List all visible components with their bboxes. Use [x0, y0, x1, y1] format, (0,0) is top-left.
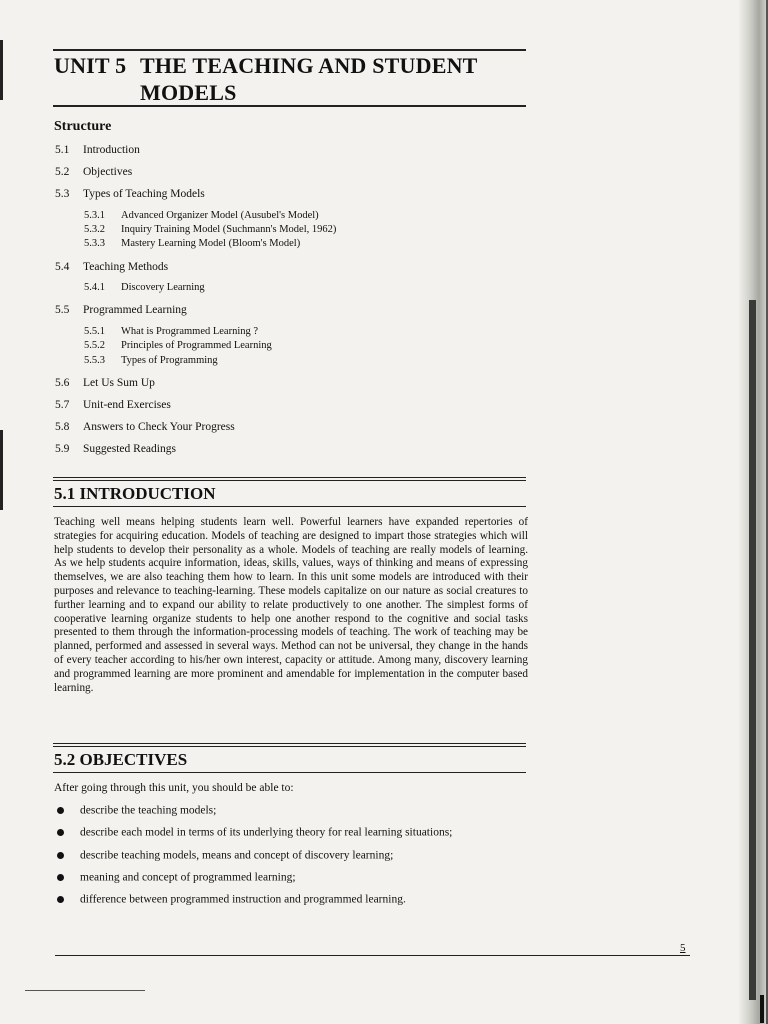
toc-number: 5.5.3	[84, 355, 105, 366]
toc-number: 5.3.3	[84, 238, 105, 249]
toc-number: 5.1	[55, 144, 70, 156]
toc-label: Types of Programming	[121, 355, 218, 366]
objective-item	[54, 893, 406, 905]
title-bottom-rule	[53, 105, 526, 107]
toc-label: Advanced Organizer Model (Ausubel's Model)	[121, 210, 319, 221]
objective-item	[54, 849, 393, 861]
toc-label: Answers to Check Your Progress	[83, 421, 235, 433]
toc-label: Suggested Readings	[83, 443, 176, 455]
toc-number: 5.3.1	[84, 210, 105, 221]
toc-number: 5.5.1	[84, 326, 105, 337]
scan-edge-dark-band	[749, 300, 756, 1000]
toc-number: 5.7	[55, 399, 70, 411]
objective-text: describe teaching models, means and concept of discovery learning;	[80, 849, 394, 862]
objectives-bottom-rule	[53, 772, 526, 773]
scan-left-mark-top	[0, 40, 3, 100]
toc-number: 5.4.1	[84, 282, 105, 293]
objectives-intro: After going through this unit, you should be able to:	[54, 782, 294, 794]
objective-item	[54, 871, 296, 883]
toc-number: 5.3	[55, 188, 70, 200]
introduction-body: Teaching well means helping students learn well. Powerful learners have expanded repertories of strategies for acquiring education. Models of teaching are designed to impart those strategies which will help students to develop their personality as a whole. Models of teaching are really models of learning. As we help students acquire information, ideas, skills, values, ways of thinking and means of expressing themselves, we are also teaching them how to learn. In this unit some models are introduced with their purposes and relevance to teaching-learning. These models capitalize on our nature as social creatures to further learning and to expand our ability to relate productively to one another. The simplest forms of cooperative learning organize students to help one another respond to the cognitive and social tasks presented to them through the information-processing models of teaching. The work of teaching may be planned, performed and assessed in several ways. Method can not be universal, they change in the hands of every teacher according to his/her own interest, capacity or attitude. Among many, discovery learning and programmed learning are more prominent and amendable for implementation in the computer based learning.	[54, 516, 528, 694]
intro-top-rule	[53, 477, 526, 478]
intro-top-rule-2	[53, 480, 526, 481]
objective-text: meaning and concept of programmed learning;	[80, 871, 296, 884]
toc-number: 5.6	[55, 377, 70, 389]
scan-left-mark-middle	[0, 430, 3, 510]
toc-label: What is Programmed Learning ?	[121, 326, 259, 337]
footer-rule	[55, 955, 690, 956]
introduction-heading: 5.1 INTRODUCTION	[54, 484, 216, 503]
bullet-icon	[57, 896, 64, 903]
title-top-rule	[53, 49, 526, 51]
bullet-icon	[57, 874, 64, 881]
toc-label: Let Us Sum Up	[83, 377, 155, 389]
toc-label: Unit-end Exercises	[83, 399, 171, 411]
objective-text: describe the teaching models;	[80, 804, 217, 817]
objectives-top-rule	[53, 743, 526, 744]
toc-label: Programmed Learning	[83, 304, 187, 316]
toc-label: Discovery Learning	[121, 282, 205, 293]
bullet-icon	[57, 807, 64, 814]
bullet-icon	[57, 829, 64, 836]
bullet-icon	[57, 852, 64, 859]
unit-label: UNIT 5	[54, 53, 127, 78]
toc-number: 5.5.2	[84, 340, 105, 351]
page-number: 5	[680, 942, 686, 954]
toc-label: Inquiry Training Model (Suchmann's Model, 1962)	[121, 224, 337, 235]
scan-corner-mark	[760, 995, 764, 1023]
objective-text: difference between programmed instruction and programmed learning.	[80, 893, 406, 906]
toc-label: Teaching Methods	[83, 261, 169, 273]
toc-label: Types of Teaching Models	[83, 188, 205, 200]
toc-label: Mastery Learning Model (Bloom's Model)	[121, 238, 301, 249]
toc-number: 5.5	[55, 304, 70, 316]
toc-label: Principles of Programmed Learning	[121, 340, 272, 351]
objective-item	[54, 804, 216, 816]
objectives-heading: 5.2 OBJECTIVES	[54, 750, 188, 769]
toc-label: Objectives	[83, 166, 133, 178]
toc-number: 5.3.2	[84, 224, 105, 235]
intro-bottom-rule	[53, 506, 526, 507]
toc-number: 5.8	[55, 421, 70, 433]
objective-text: describe each model in terms of its underlying theory for real learning situations;	[80, 826, 453, 839]
toc-label: Introduction	[83, 144, 140, 156]
objective-item	[54, 826, 452, 838]
toc-number: 5.4	[55, 261, 70, 273]
structure-heading: Structure	[54, 119, 112, 134]
toc-number: 5.2	[55, 166, 70, 178]
unit-title-line2: MODELS	[140, 80, 237, 105]
toc-number: 5.9	[55, 443, 70, 455]
unit-title-line1: THE TEACHING AND STUDENT	[140, 53, 478, 78]
objectives-top-rule-2	[53, 746, 526, 747]
footer-short-rule	[25, 990, 145, 991]
